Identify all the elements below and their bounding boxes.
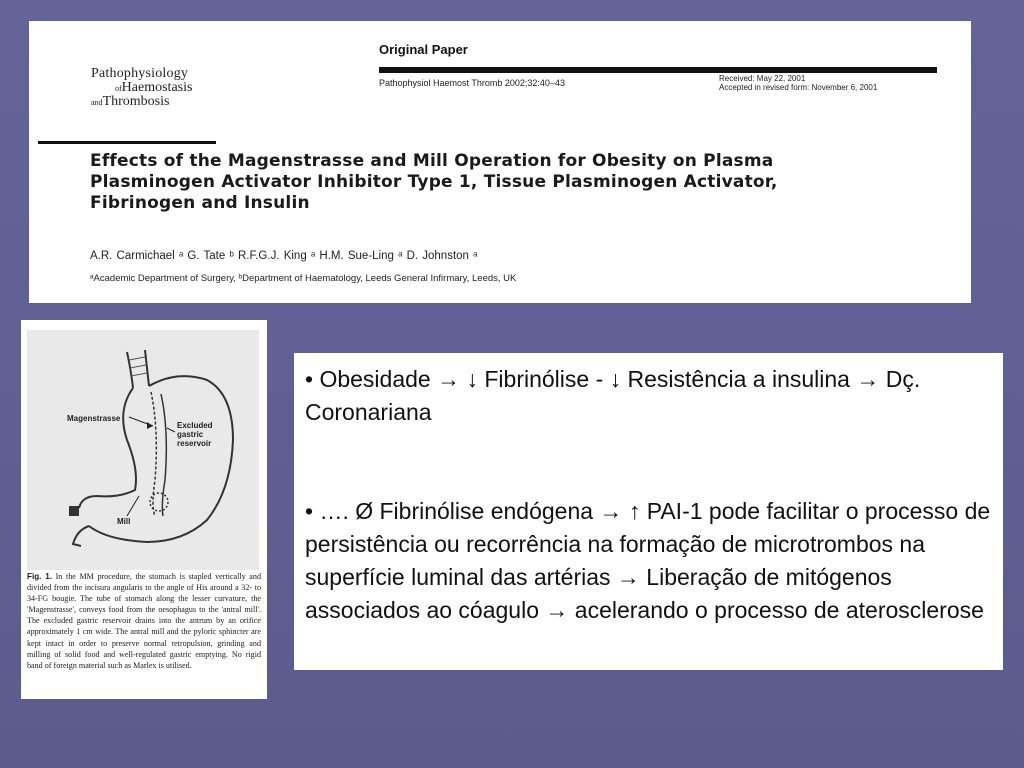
accepted-date: Accepted in revised form: November 6, 2001 (719, 83, 878, 93)
journal-name-line2: ofHaemostasis (115, 80, 193, 95)
caption-text: In the MM procedure, the stomach is stapled vertically and divided from the incisura angularis to the angle of His around a 32- to 34-FG bougie. The tube of stomach along the lesser curvature, the 'Magenstrasse', conveys food from the oesophagus to the 'antral mill'. The excluded gastric reservoir drains into the antrum by an orifice approximately 1 cm wide. The antral mill and the pyloric sphincter are kept intact in order to preserve normal retropulsion, grinding and milling of solid food and well-regulated gastric emptying. No rigid band of foreign material such as Marlex is utilised. (27, 572, 261, 670)
header-rule (379, 67, 937, 73)
caption-label: Fig. 1. (27, 572, 52, 581)
stomach-diagram (27, 330, 259, 570)
bullet-1: • Obesidade → ↓ Fibrinólise - ↓ Resistência a insulina → Dç. Coronariana (305, 366, 921, 425)
label-magenstrasse: Magenstrasse (67, 414, 121, 423)
bullet-2: • …. Ø Fibrinólise endógena → ↑ PAI-1 pode facilitar o processo de persistência ou recorrência na formação de microtrombos na superfície luminal das artérias → Liberação de mitógenos associados ao cóagulo → acelerando o processo de aterosclerose (305, 498, 991, 623)
title-rule (38, 141, 216, 144)
dates (719, 74, 877, 92)
paper-title: Effects of the Magenstrasse and Mill Operation for Obesity on Plasma Plasminogen Activator Inhibitor Type 1, Tissue Plasminogen Activator, Fibrinogen and Insulin (90, 151, 778, 213)
label-excluded: Excluded (177, 421, 213, 430)
stomach-diagram-svg (27, 330, 259, 570)
paper-type-label: Original Paper (379, 42, 468, 57)
paper-header-image (29, 21, 971, 303)
figure-panel (21, 320, 267, 699)
journal-logo (91, 67, 291, 109)
figure-caption (27, 571, 261, 671)
received-date: Received: May 22, 2001 (719, 74, 806, 83)
authors: A.R. Carmichael ᵃ G. Tate ᵇ R.F.G.J. King ᵃ H.M. Sue-Ling ᵃ D. Johnston ᵃ (90, 250, 478, 262)
journal-name-line3: andThrombosis (91, 94, 170, 109)
label-reservoir: reservoir (177, 439, 212, 448)
label-mill: Mill (117, 517, 131, 526)
journal-name-line1: Pathophysiology (91, 66, 189, 81)
citation: Pathophysiol Haemost Thromb 2002;32:40–43 (379, 78, 565, 88)
label-gastric: gastric (177, 430, 204, 439)
affiliations: ᵃAcademic Department of Surgery, ᵇDepartment of Haematology, Leeds General Infirmary, Leeds, UK (90, 273, 517, 284)
bullet-text-box (294, 353, 1003, 670)
